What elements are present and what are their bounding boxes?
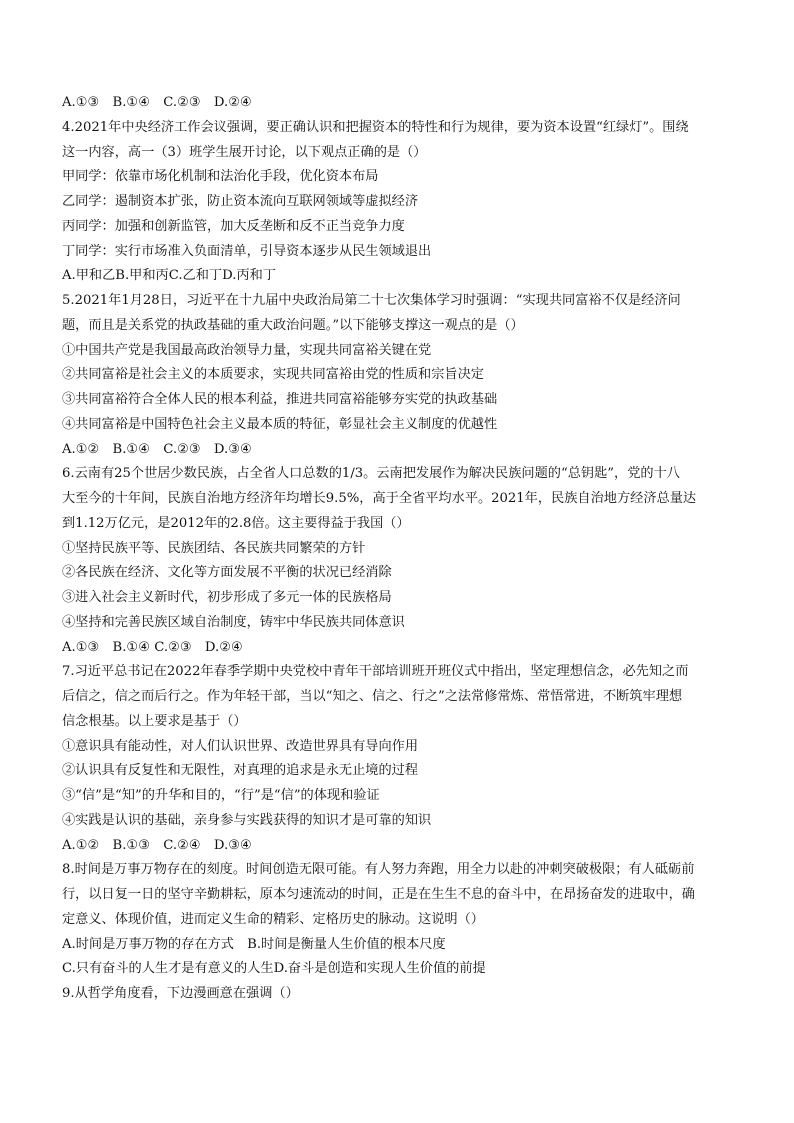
option-line: ①坚持民族平等、民族团结、各民族共同繁荣的方针 <box>62 540 366 556</box>
option-line: ②认识具有反复性和无限性，对真理的追求是永无止境的过程 <box>62 763 419 779</box>
option-line: ②各民族在经济、文化等方面发展不平衡的状况已经消除 <box>62 565 392 581</box>
option-line: 丙同学：加强和创新监管，加大反垄断和反不正当竞争力度 <box>62 218 405 234</box>
text-line: 后信之，信之而后行之。作为年轻干部，当以“知之、信之、行之”之法常修常炼、常悟常进，不断筑牢理想 <box>62 689 683 704</box>
text-line: 行，以日复一日的坚守辛勤耕耘，原本匀速流动的时间，正是在生生不息的奋斗中，在昂扬奋发的进取中，确 <box>62 887 695 902</box>
option-line: 丁同学：实行市场准入负面清单，引导资本逐步从民生领域退出 <box>62 243 432 259</box>
answer-choices: A.甲和乙B.甲和丙C.乙和丁D.丙和丁 <box>62 268 276 284</box>
option-line: ④坚持和完善民族区域自治制度，铸牢中华民族共同体意识 <box>62 614 405 630</box>
answer-choices: A.时间是万事万物的存在方式 B.时间是衡量人生价值的根本尺度 <box>62 936 446 952</box>
option-line: ②共同富裕是社会主义的本质要求，实现共同富裕由党的性质和宗旨决定 <box>62 367 484 383</box>
question-6-stem: 6.云南有25个世居少数民族，占全省人口总数的1/3。云南把发展作为解决民族问题的“总钥匙”，党的十八 <box>62 466 680 482</box>
option-line: 甲同学：依靠市场化机制和法治化手段，优化资本布局 <box>62 169 379 185</box>
question-8-stem: 8.时间是万事万物存在的刻度。时间创造无限可能。有人努力奔跑，用全力以赴的冲刺突破极限；有人砥砺前 <box>62 862 695 878</box>
option-line: ③共同富裕符合全体人民的根本利益，推进共同富裕能够夯实党的执政基础 <box>62 392 498 407</box>
answer-choices: C.只有奋斗的人生才是有意义的人生D.奋斗是创造和实现人生价值的前提 <box>62 961 486 977</box>
answer-choices: A.①② B.①④ C.②③ D.③④ <box>62 441 252 457</box>
text-line: 这一内容，高一（3）班学生展开讨论，以下观点正确的是（） <box>62 144 427 160</box>
option-line: ①意识具有能动性，对人们认识世界、改造世界具有导向作用 <box>62 738 419 754</box>
option-line: ③“信”是“知”的升华和目的，“行”是“信”的体现和验证 <box>62 788 380 803</box>
option-line: ④共同富裕是中国特色社会主义最本质的特征，彰显社会主义制度的优越性 <box>62 416 498 432</box>
text-line: 题，而且是关系党的执政基础的重大政治问题。”以下能够支撑这一观点的是（） <box>62 317 524 333</box>
option-line: ④实践是认识的基础，亲身参与实践获得的知识才是可靠的知识 <box>62 812 432 828</box>
exam-page <box>62 91 742 1007</box>
text-line: A.①③ B.①④ C.②③ D.②④ <box>62 95 252 110</box>
answer-choices: A.①② B.①③ C.②④ D.③④ <box>62 837 252 853</box>
answer-choices: A.①③ B.①④ C.②③ D.②④ <box>62 639 243 655</box>
text-line: 定意义、体现价值，进而定义生命的精彩、定格历史的脉动。这说明（） <box>62 911 484 927</box>
option-line: ③进入社会主义新时代，初步形成了多元一体的民族格局 <box>62 590 392 605</box>
question-9-stem: 9.从哲学角度看，下边漫画意在强调（） <box>62 986 299 1001</box>
option-line: 乙同学：遏制资本扩张，防止资本流向互联网领域等虚拟经济 <box>62 194 419 209</box>
text-line: 到1.12万亿元，是2012年的2.8倍。这主要得益于我国（） <box>62 515 410 531</box>
option-line: ①中国共产党是我国最高政治领导力量，实现共同富裕关键在党 <box>62 342 432 358</box>
question-4-stem: 4.2021年中央经济工作会议强调，要正确认识和把握资本的特性和行为规律，要为资本设置“红绿灯”。围绕 <box>62 119 689 135</box>
text-line: 信念根基。以上要求是基于（） <box>62 713 247 729</box>
question-7-stem: 7.习近平总书记在2022年春季学期中央党校中青年干部培训班开班仪式中指出，坚定理想信念，必先知之而 <box>62 664 689 680</box>
text-line: 大至今的十年间，民族自治地方经济年均增长9.5%，高于全省平均水平。2021年，民族自治地方经济总量达 <box>62 491 697 506</box>
question-5-stem: 5.2021年1月28日，习近平在十九届中央政治局第二十七次集体学习时强调：“实现共同富裕不仅是经济问 <box>62 293 681 308</box>
